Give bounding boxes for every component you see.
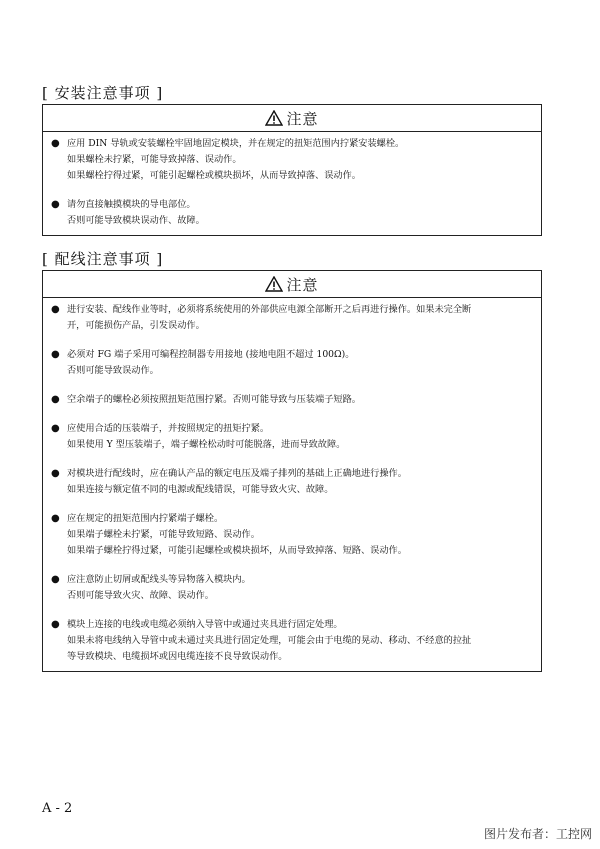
page-number: A - 2 [42, 801, 73, 816]
caution-text-line: 如果螺栓拧得过紧，可能引起螺栓或模块损坏，从而导致掉落、误动作。 [67, 170, 361, 181]
warning-triangle-icon [265, 276, 283, 292]
caution-text-line: 必须对 FG 端子采用可编程控制器专用接地 (接地电阻不超过 100Ω)。 [67, 349, 355, 360]
caution-label: 注意 [286, 109, 319, 128]
bullet-icon: ● [51, 468, 60, 479]
warning-triangle-icon [265, 110, 283, 126]
caution-label: 注意 [286, 275, 319, 294]
bullet-icon: ● [51, 138, 60, 149]
caution-text-line: 空余端子的螺栓必须按照扭矩范围拧紧。否则可能导致与压装端子短路。 [67, 394, 361, 405]
bullet-icon: ● [51, 513, 60, 524]
caution-item [51, 421, 533, 453]
caution-item [51, 136, 533, 184]
bullet-icon: ● [51, 423, 60, 434]
caution-text-line: 模块上连接的电线或电缆必须纳入导管中或通过夹具进行固定处理。 [67, 619, 343, 630]
caution-text-line: 应使用合适的压装端子，并按照规定的扭矩拧紧。 [67, 423, 270, 434]
caution-text-line: 请勿直接触摸模块的导电部位。 [67, 199, 196, 210]
caution-text-line: 如果螺栓未拧紧，可能导致掉落、误动作。 [67, 154, 242, 165]
caution-box-wiring [42, 270, 542, 672]
caution-item [51, 617, 533, 665]
caution-text-line: 等导致模块、电缆损坏或因电缆连接不良导致误动作。 [67, 651, 288, 662]
caution-text-line: 开，可能损伤产品，引发误动作。 [67, 320, 205, 331]
caution-item [51, 392, 533, 408]
bullet-icon: ● [51, 574, 60, 585]
caution-text-line: 对模块进行配线时，应在确认产品的额定电压及端子排列的基础上正确地进行操作。 [67, 468, 407, 479]
caution-text-line: 如果未将电线纳入导管中或未通过夹具进行固定处理，可能会由于电缆的晃动、移动、不经意的拉扯 [67, 635, 472, 646]
bullet-icon: ● [51, 394, 60, 405]
bullet-icon: ● [51, 304, 60, 315]
caution-item [51, 511, 533, 559]
bullet-icon: ● [51, 349, 60, 360]
bullet-icon: ● [51, 199, 60, 210]
section-title-wiring: [ 配线注意事项 ] [42, 250, 164, 268]
caution-body [43, 298, 541, 671]
caution-item [51, 197, 533, 229]
caution-item [51, 466, 533, 498]
bullet-icon: ● [51, 619, 60, 630]
caution-text-line: 应用 DIN 导轨或安装螺栓牢固地固定模块，并在规定的扭矩范围内拧紧安装螺栓。 [67, 138, 405, 149]
caution-text-line: 如果使用 Y 型压装端子，端子螺栓松动时可能脱落，进而导致故障。 [67, 439, 346, 450]
caution-item [51, 302, 533, 334]
caution-body [43, 132, 541, 235]
section-title-installation: [ 安装注意事项 ] [42, 84, 164, 102]
caution-text-line: 进行安装、配线作业等时，必须将系统使用的外部供应电源全部断开之后再进行操作。如果未完全断 [67, 304, 472, 315]
caution-text-line: 否则可能导致火灾、故障、误动作。 [67, 590, 214, 601]
caution-text-line: 如果端子螺栓未拧紧，可能导致短路、误动作。 [67, 529, 260, 540]
caution-text-line: 应注意防止切屑或配线头等异物落入模块内。 [67, 574, 251, 585]
caution-box-installation [42, 104, 542, 236]
caution-item [51, 572, 533, 604]
caution-header [43, 271, 541, 298]
caution-text-line: 否则可能导致误动作。 [67, 365, 159, 376]
caution-text-line: 应在规定的扭矩范围内拧紧端子螺栓。 [67, 513, 224, 524]
caution-text-line: 如果端子螺栓拧得过紧，可能引起螺栓或模块损坏，从而导致掉落、短路、误动作。 [67, 545, 407, 556]
caution-header [43, 105, 541, 132]
caution-text-line: 如果连接与额定值不同的电源或配线错误，可能导致火灾、故障。 [67, 484, 334, 495]
caution-text-line: 否则可能导致模块误动作、故障。 [67, 215, 205, 226]
caution-item [51, 347, 533, 379]
watermark-text: 图片发布者：工控网 [483, 827, 592, 841]
